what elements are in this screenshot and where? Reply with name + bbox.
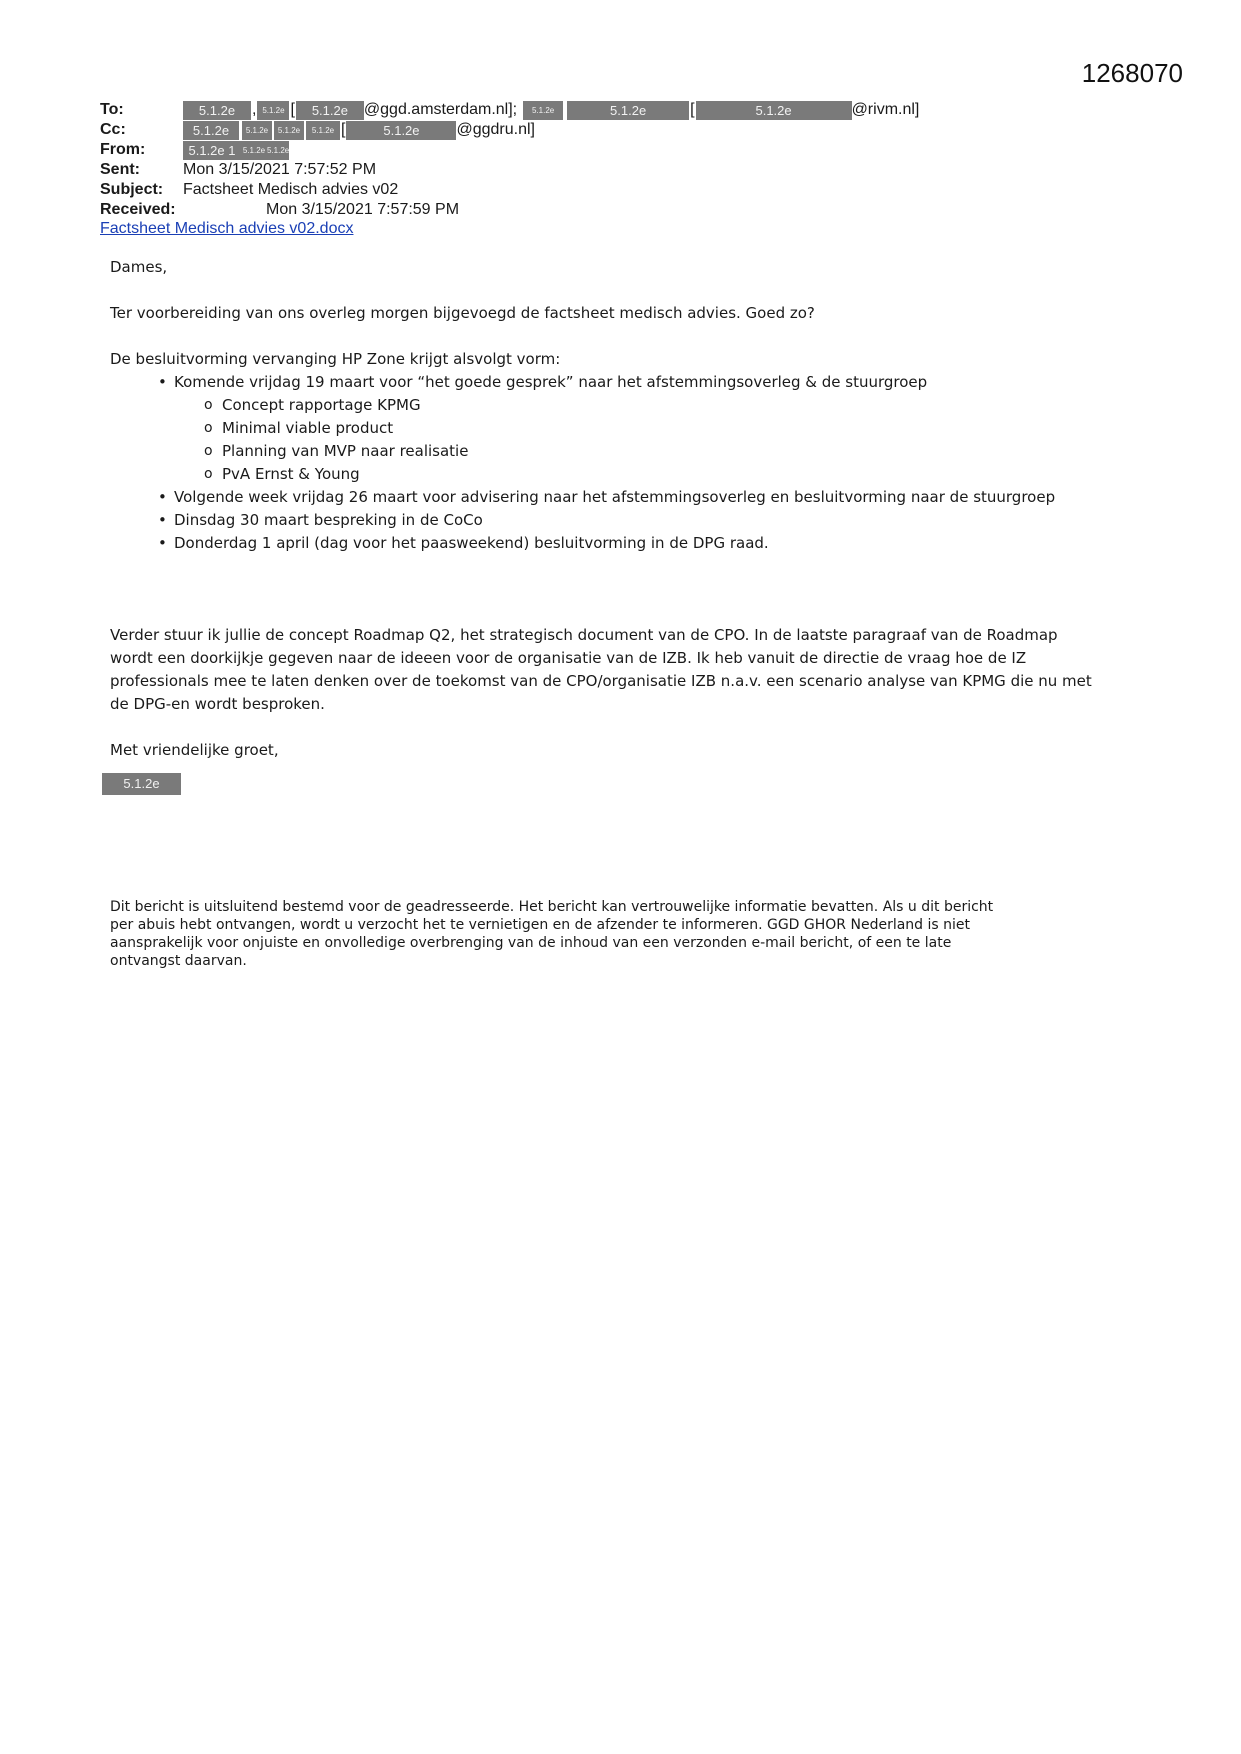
attachment-link[interactable]: Factsheet Medisch advies v02.docx (100, 220, 354, 237)
list-item: • Volgende week vrijdag 26 maart voor advisering naar het afstemmingsoverleg en besluitvorming naar de stuurgroep (110, 486, 1140, 509)
to-domain-rivm: @rivm.nl] (851, 101, 920, 118)
roadmap-line: de DPG-en wordt besproken. (110, 695, 325, 713)
cc-label: Cc: (100, 121, 126, 138)
redaction-block: 5.1.2e (567, 101, 689, 120)
roadmap-line: professionals mee te laten denken over de toekomst van de CPO/organisatie IZB n.a.v. een scenario analyse van KPMG die nu met (110, 672, 1092, 690)
redaction-block: 5.1.2e 1 (183, 141, 241, 160)
schedule-list (110, 371, 1140, 555)
to-domain-ggd-amsterdam: @ggd.amsterdam.nl]; (363, 101, 518, 118)
sent-value: Mon 3/15/2021 7:57:52 PM (183, 161, 377, 178)
closing: Met vriendelijke groet, (110, 741, 279, 759)
sent-label: Sent: (100, 161, 140, 178)
redaction-block: 5.1.2e (102, 773, 181, 795)
disclaimer (110, 898, 1130, 970)
disclaimer-line: ontvangst daarvan. (110, 953, 247, 969)
redaction-block: 5.1.2e (306, 121, 340, 140)
document-number: 1268070 (1081, 58, 1183, 88)
redaction-block: 5.1.2e (257, 101, 289, 120)
intro-text: Ter voorbereiding van ons overleg morgen bijgevoegd de factsheet medisch advies. Goed zo? (110, 304, 815, 322)
from-value (183, 140, 289, 160)
disclaimer-line: Dit bericht is uitsluitend bestemd voor de geadresseerde. Het bericht kan vertrouwelijke informatie bevatten. Als u dit bericht (110, 899, 994, 915)
redaction-block: 5.1.2e (274, 121, 304, 140)
redaction-block: 5.1.2e (296, 101, 364, 120)
from-label: From: (100, 141, 146, 158)
redaction-block: 5.1.2e (242, 121, 272, 140)
redaction-block: 5.1.2e (183, 101, 251, 120)
roadmap-line: Verder stuur ik jullie de concept Roadmap Q2, het strategisch document van de CPO. In de laatste paragraaf van de Roadmap (110, 626, 1058, 644)
lead-text: De besluitvorming vervanging HP Zone krijgt alsvolgt vorm: (110, 350, 561, 368)
received-label: Received: (100, 201, 176, 218)
subject-label: Subject: (100, 181, 164, 198)
to-label: To: (100, 101, 124, 118)
list-item: • Komende vrijdag 19 maart voor “het goede gesprek” naar het afstemmingsoverleg & de stuurgroep (110, 371, 1140, 394)
list-item: o Planning van MVP naar realisatie (110, 440, 1140, 463)
redaction-block: 5.1.2e (696, 101, 852, 120)
signature (102, 773, 181, 795)
to-value: 5.1.2e , 5.1.2e [ 5.1.2e @ggd.amsterdam.nl]; 5.1.2e 5.1.2e [ 5.1.2e @rivm.nl] (183, 100, 919, 120)
redaction-block: 5.1.2e (346, 121, 456, 140)
redaction-block: 5.1.2e (183, 121, 239, 140)
subject-value: Factsheet Medisch advies v02 (183, 181, 399, 198)
cc-value: 5.1.2e 5.1.2e 5.1.2e 5.1.2e [ 5.1.2e @ggdru.nl] (183, 120, 535, 140)
list-item: • Dinsdag 30 maart bespreking in de CoCo (110, 509, 1140, 532)
greeting: Dames, (110, 258, 168, 276)
cc-domain-ggdru: @ggdru.nl] (456, 121, 535, 138)
received-value: Mon 3/15/2021 7:57:59 PM (266, 201, 460, 218)
list-item: o Minimal viable product (110, 417, 1140, 440)
roadmap-paragraph (110, 624, 1140, 716)
redaction-block: 5.1.2e (267, 141, 289, 160)
email-body (110, 256, 1140, 762)
redaction-block: 5.1.2e (523, 101, 563, 120)
list-item: o Concept rapportage KPMG (110, 394, 1140, 417)
disclaimer-line: aansprakelijk voor onjuiste en onvolledige overbrenging van de inhoud van een verzonden e-mail bericht, of een te late (110, 935, 952, 951)
list-item: o PvA Ernst & Young (110, 463, 1140, 486)
list-item: • Donderdag 1 april (dag voor het paasweekend) besluitvorming in de DPG raad. (110, 532, 1140, 555)
disclaimer-line: per abuis hebt ontvangen, wordt u verzocht het te vernietigen en de afzender te informeren. GGD GHOR Nederland is niet (110, 917, 971, 933)
roadmap-line: wordt een doorkijkje gegeven naar de ideeen voor de organisatie van de IZB. Ik heb vanuit de directie de vraag hoe de IZ (110, 649, 1027, 667)
redaction-block: 5.1.2e (241, 141, 267, 160)
